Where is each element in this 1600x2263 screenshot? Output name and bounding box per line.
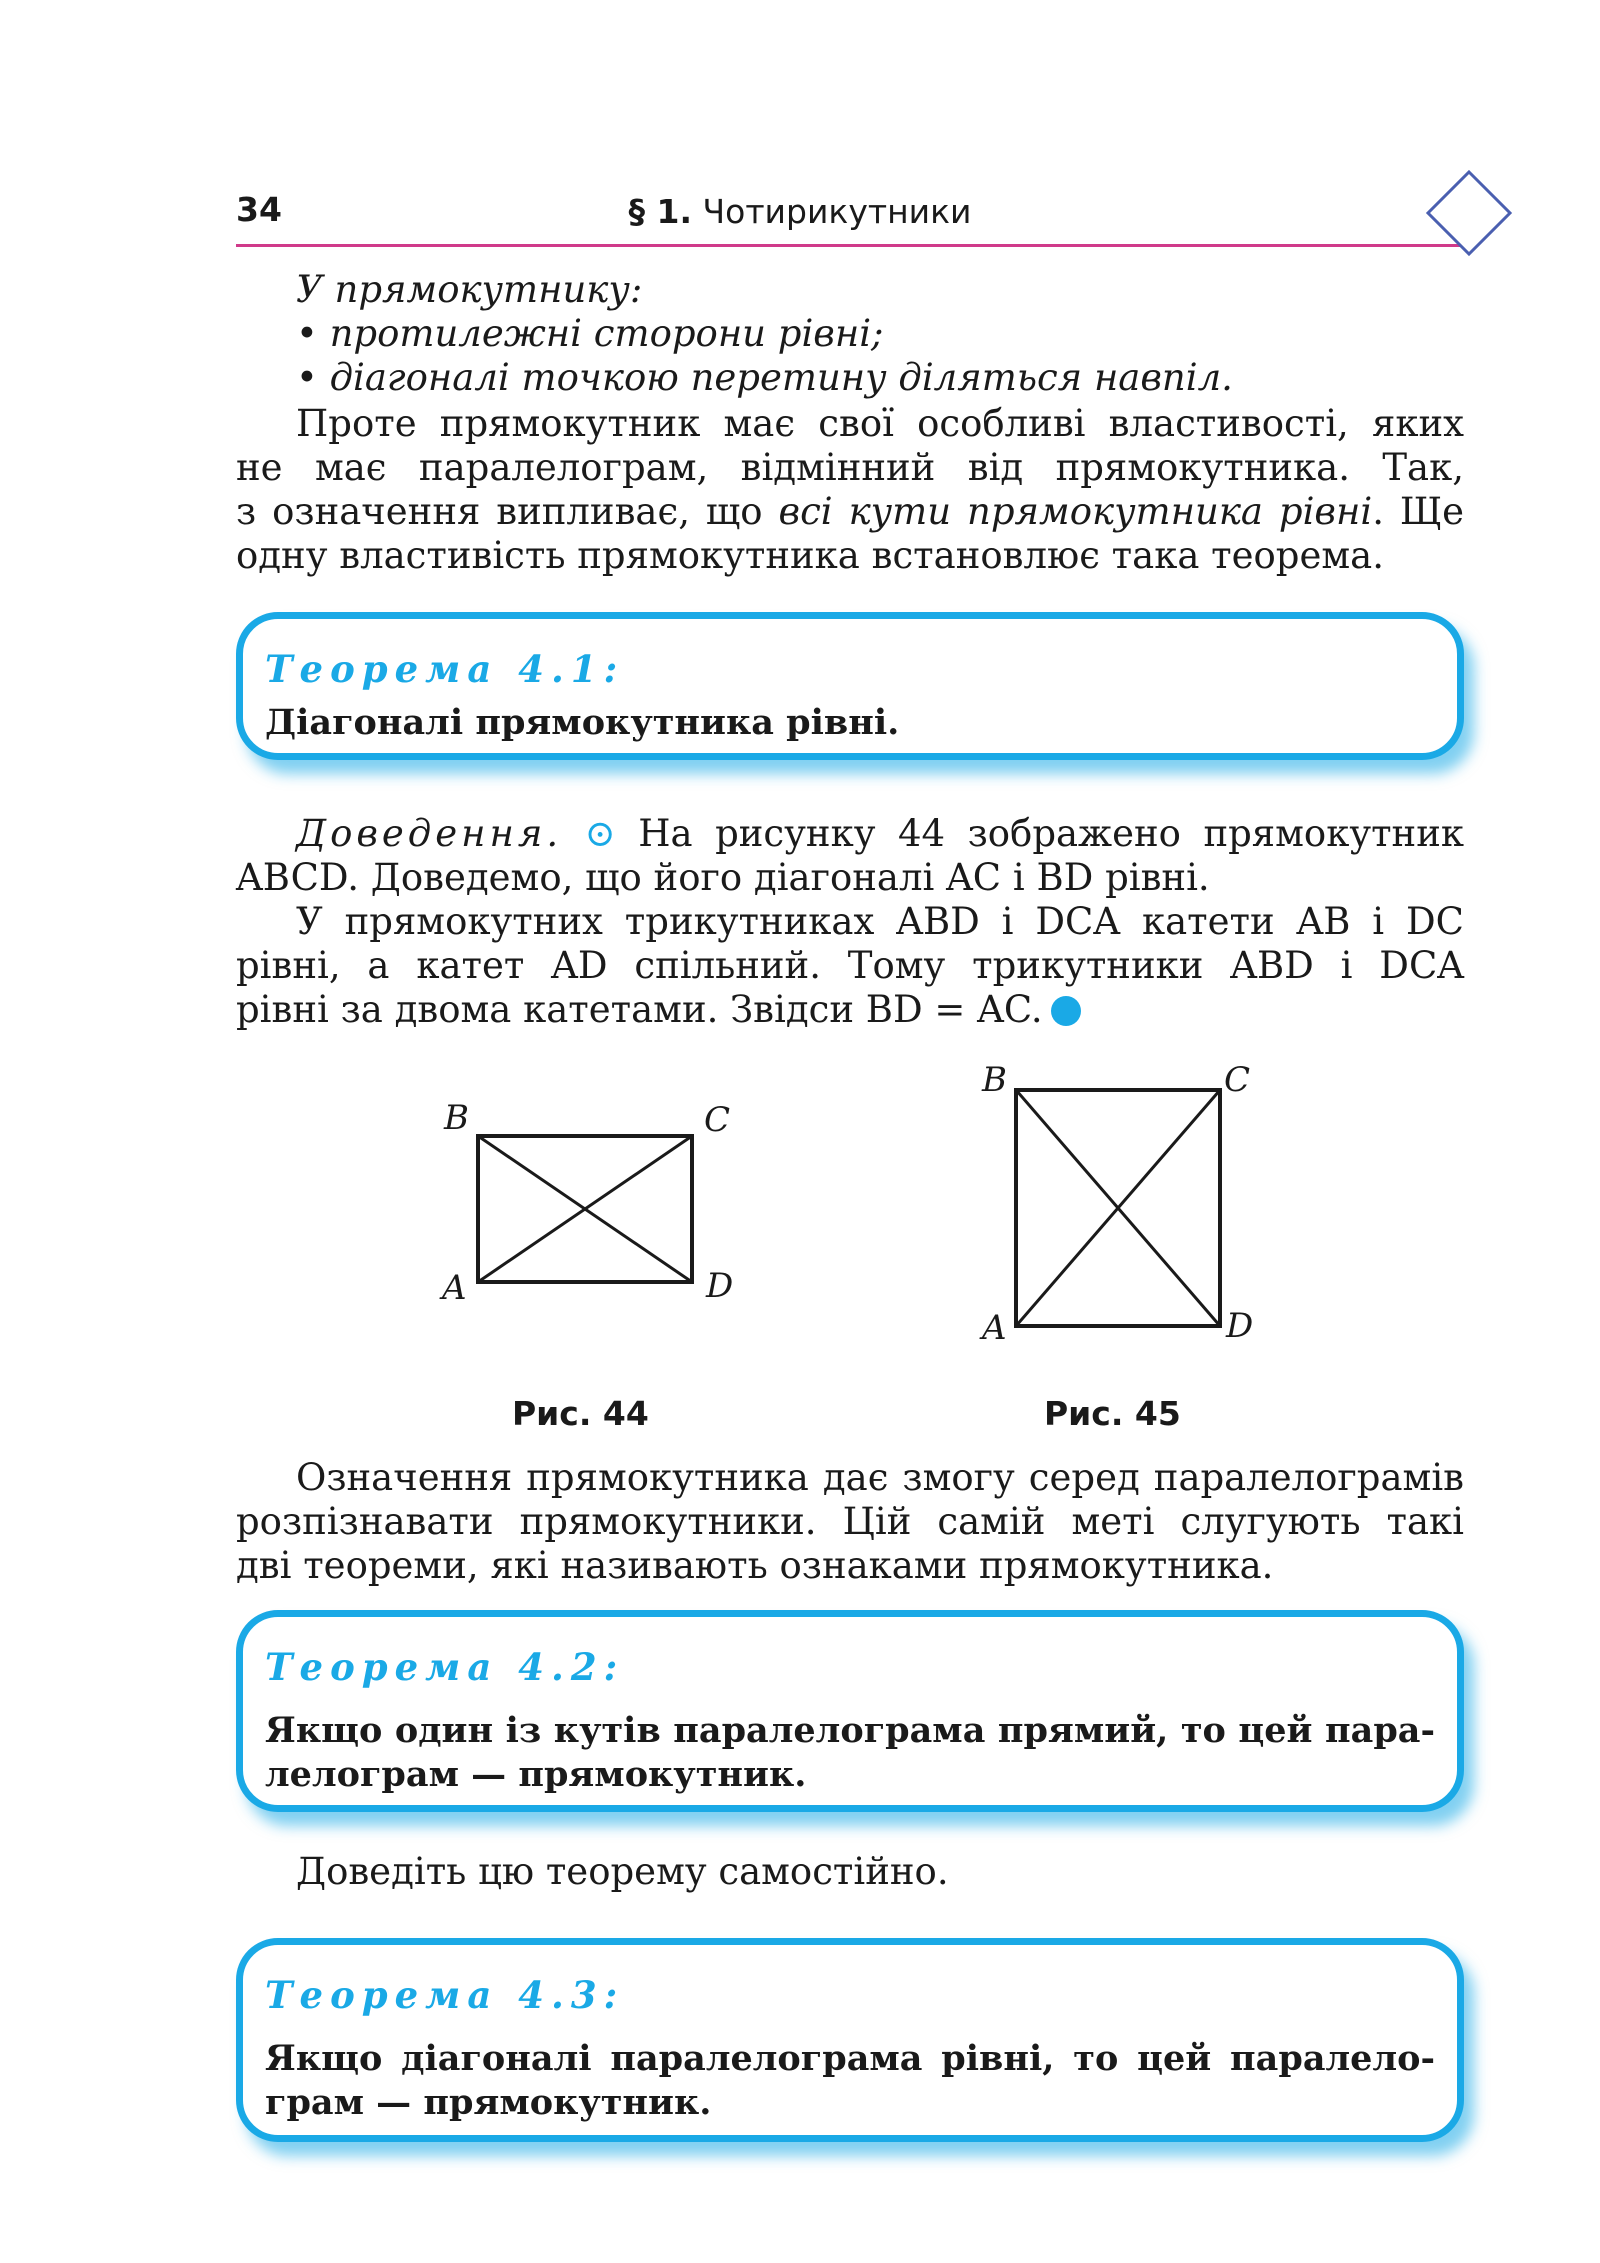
proof-start-icon: ⊙ [584, 812, 616, 855]
fig45-label-d: D [1226, 1306, 1254, 1346]
fig44-label-a: A [442, 1268, 467, 1308]
middle-line-1: Означення прямокутника дає змогу серед паралелограмів [296, 1456, 1464, 1499]
fig45-caption: Рис. 45 [1044, 1394, 1181, 1433]
proof-line-1: Доведення. ⊙ На рисунку 44 зображено прямокутник [296, 812, 1465, 855]
proof-label: Доведення. [296, 812, 563, 855]
proof-end-icon [1051, 996, 1081, 1026]
section-mark: § 1. [628, 192, 693, 231]
fig44-label-d: D [706, 1266, 734, 1306]
middle-line-2: розпізнавати прямокутники. Цій самій меті слугують такі [236, 1500, 1464, 1543]
section-name: Чотирикутники [702, 192, 972, 231]
proof-line-2: ABCD. Доведемо, що його діагоналі AC і BD рівні. [236, 856, 1210, 899]
proof-line-3: У прямокутних трикутниках ABD і DCA катети AB і DC [296, 900, 1464, 943]
fig45-label-c: C [1224, 1060, 1251, 1100]
fig44-label-c: C [704, 1100, 731, 1140]
fig45-label-b: B [982, 1060, 1007, 1100]
theorem-title: Теорема 4.3: [265, 1973, 625, 2017]
intro-line-1: Проте прямокутник має свої особливі властивості, яких [296, 402, 1464, 445]
intro-line-4: одну властивість прямокутника встановлює така теорема. [236, 534, 1384, 577]
header-rule [236, 244, 1464, 247]
self-proof-text: Доведіть цю теорему самостійно. [296, 1850, 949, 1893]
theorem-title: Теорема 4.2: [265, 1645, 625, 1689]
theorem-box-4-3 [236, 1938, 1464, 2142]
figure-45-square [1008, 1082, 1228, 1334]
fig44-label-b: B [444, 1098, 469, 1138]
proof-line-5: рівні за двома катетами. Звідси BD = AC. [236, 988, 1464, 1032]
proof-line-4: рівні, а катет AD спільний. Тому трикутники ABD і DCA [236, 944, 1464, 987]
theorem-text: Діагоналі прямокутника рівні. [265, 702, 900, 743]
intro-bullet-1: • протилежні сторони рівні; [296, 312, 884, 355]
intro-line-2: не має паралелограм, відмінний від прямокутника. Так, [236, 446, 1464, 489]
diamond-icon [1424, 168, 1514, 258]
fig44-caption: Рис. 44 [512, 1394, 649, 1433]
emphasis: всі кути прямокутника рівні [778, 490, 1373, 533]
middle-line-3: дві теореми, які називають ознаками прямокутника. [236, 1544, 1274, 1587]
intro-line-3: з означення випливає, що всі кути прямокутника рівні. Ще [236, 490, 1465, 533]
theorem-text: Якщо діагоналі паралелограма рівні, то цей паралело- грам — прямокутник. [265, 2038, 1435, 2123]
intro-heading: У прямокутнику: [296, 268, 643, 311]
theorem-text: Якщо один із кутів паралелограма прямий, то цей пара- лелограм — прямокутник. [265, 1710, 1435, 1795]
fig45-label-a: A [982, 1308, 1007, 1348]
intro-bullet-2: • діагоналі точкою перетину діляться навпіл. [296, 356, 1233, 399]
theorem-box-4-1 [236, 612, 1464, 760]
theorem-title: Теорема 4.1: [265, 647, 625, 691]
page-number: 34 [236, 190, 282, 229]
figure-44-rectangle [470, 1128, 700, 1288]
section-title [0, 192, 1600, 231]
theorem-box-4-2 [236, 1610, 1464, 1812]
